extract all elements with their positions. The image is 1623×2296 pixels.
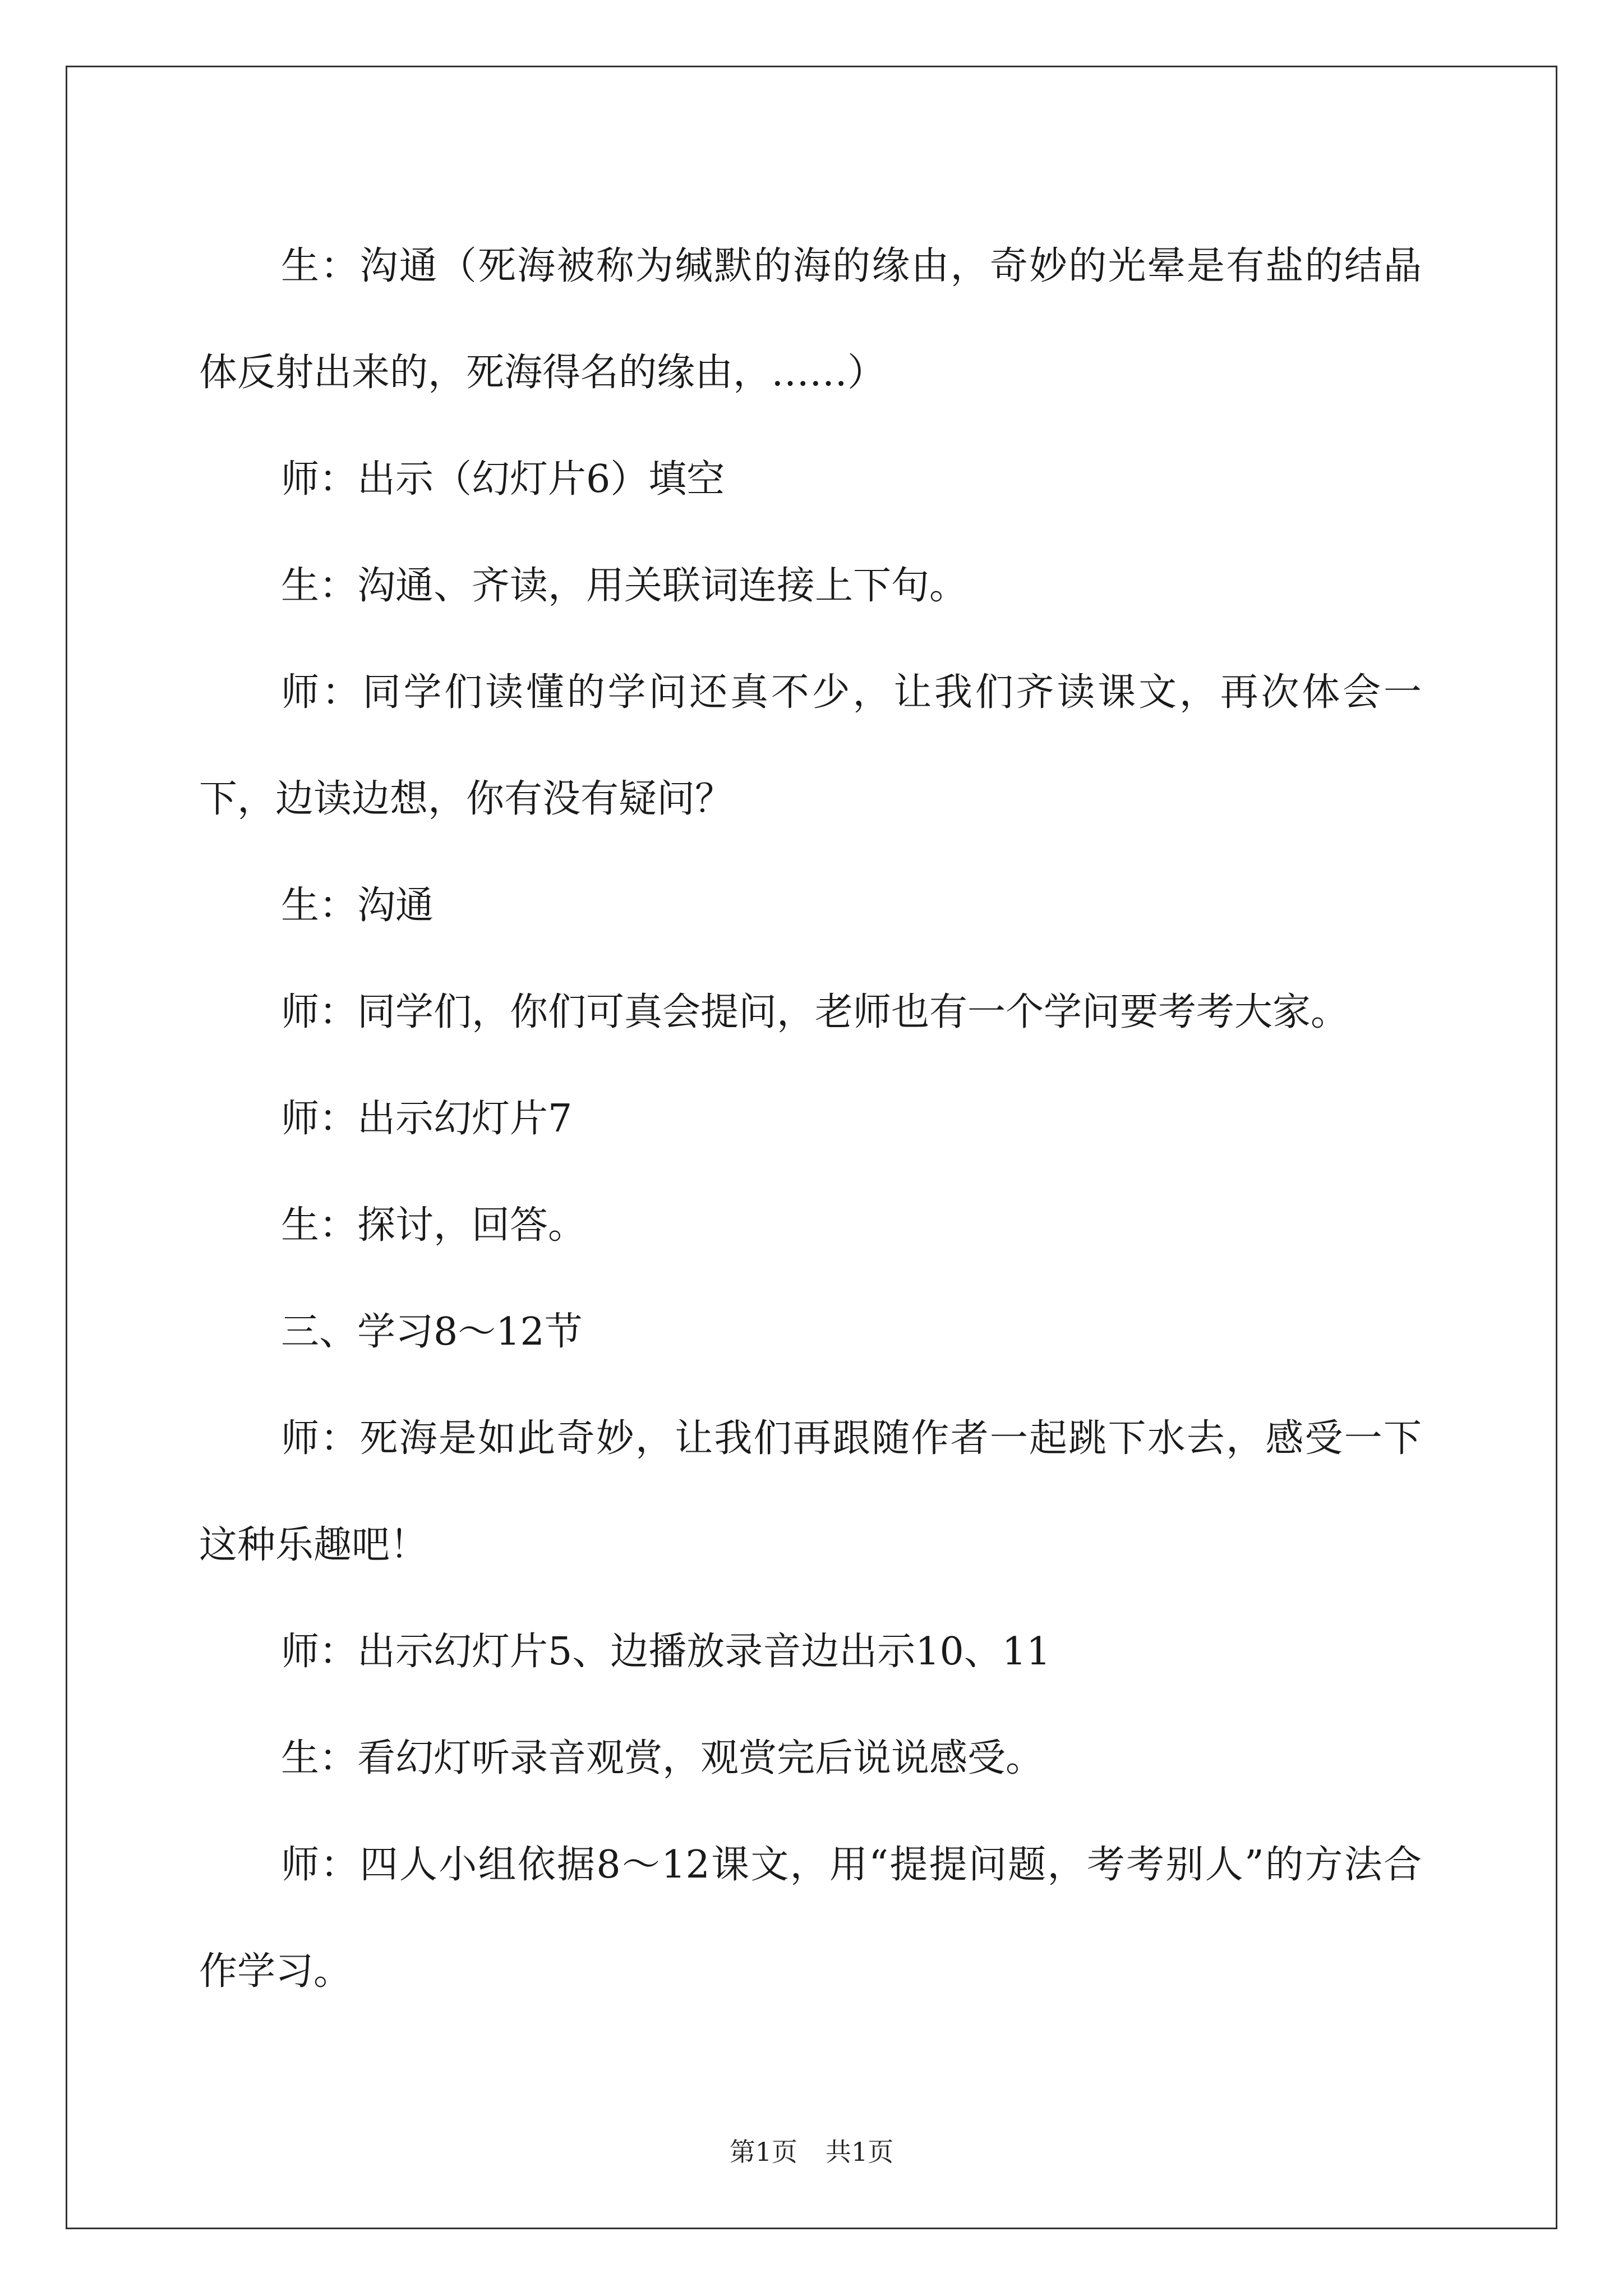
paragraph-10: 师：死海是如此奇妙，让我们再跟随作者一起跳下水去，感受一下这种乐趣吧！ [199, 1416, 1422, 1567]
page-footer [0, 2132, 1623, 2169]
paragraph-2: 师：出示（幻灯片6）填空 [281, 457, 725, 501]
paragraph-13: 师：四人小组依据8～12课文，用“提提问题，考考别人”的方法合作学习。 [199, 1843, 1422, 1994]
paragraph-8: 生：探讨，回答。 [281, 1203, 587, 1248]
paragraph-3: 生：沟通、齐读，用关联词连接上下句。 [281, 564, 968, 608]
document-body [199, 213, 1422, 2025]
paragraph-6: 师：同学们，你们可真会提问，老师也有一个学问要考考大家。 [281, 990, 1349, 1034]
paragraph-4: 师：同学们读懂的学问还真不少，让我们齐读课文，再次体会一下，边读边想，你有没有疑问？ [199, 670, 1422, 821]
paragraph-5: 生：沟通 [281, 884, 434, 928]
paragraph-7: 师：出示幻灯片7 [281, 1097, 573, 1141]
section-heading: 三、学习8～12节 [281, 1310, 583, 1354]
page-number: 第1页 [729, 2137, 797, 2167]
paragraph-12: 生：看幻灯听录音观赏，观赏完后说说感受。 [281, 1736, 1044, 1780]
page-total: 共1页 [826, 2137, 894, 2167]
paragraph-11: 师：出示幻灯片5、边播放录音边出示10、11 [281, 1630, 1051, 1674]
paragraph-1: 生：沟通（死海被称为缄默的海的缘由，奇妙的光晕是有盐的结晶体反射出来的，死海得名的缘由，……） [199, 244, 1422, 395]
